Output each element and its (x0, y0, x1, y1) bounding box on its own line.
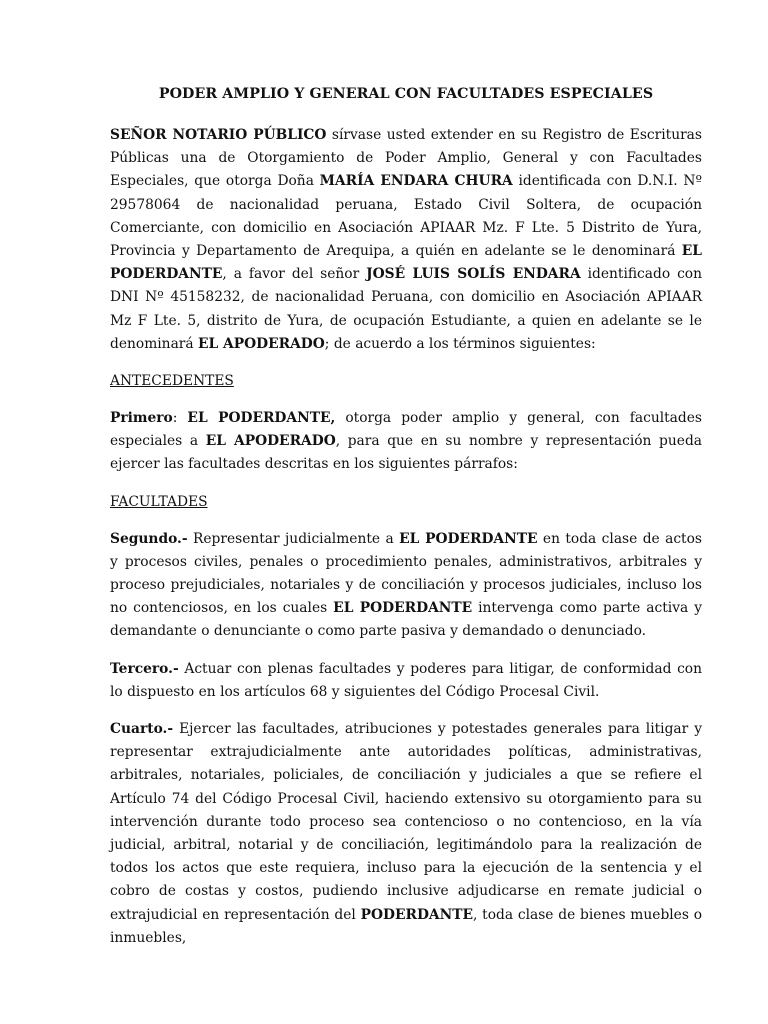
grantor-name: MARÍA ENDARA CHURA (319, 173, 513, 190)
clause-primero: Primero: EL PODERDANTE, otorga poder amplio y general, con facultades especiales a EL APODERADO, para que en su nombre y representación pueda ejercer las facultades descritas en los siguientes párrafos: (110, 410, 702, 473)
clause-label: Segundo.- (110, 530, 188, 547)
clause-cuarto: Cuarto.- Ejercer las facultades, atribuciones y potestades generales para litigar y representar extrajudicialmente ante autoridades políticas, administrativas, arbitrales, notariales, policiales, de conciliación y judiciales a que se refiere el Artículo 74 del Código Procesal Civil, haciendo extensivo su otorgamiento para su intervención durante todo proceso sea contencioso o no contencioso, en la vía judicial, arbitral, notarial y de conciliación, legitimándolo para la realización de todos los actos que este requiera, incluso para la ejecución de la sentencia y el cobro de costas y costos, pudiendo inclusive adjudicarse en remate judicial o extrajudicial en representación del PODERDANTE, toda clase de bienes muebles o inmuebles, (110, 721, 703, 946)
clause-label: Cuarto.- (110, 721, 174, 738)
intro-paragraph: SEÑOR NOTARIO PÚBLICO sírvase usted extender en su Registro de Escrituras Públicas una de Otorgamiento de Poder Amplio, General y con Facultades Especiales, que otorga Doña MARÍA ENDARA CHURA identificada con D.N.I. Nº 29578064 de nacionalidad peruana, Estado Civil Soltera, de ocupación Comerciante, con domicilio en Asociación APIAAR Mz. F Lte. 5 Distrito de Yura, Provincia y Departamento de Arequipa, a quién en adelante se le denominará EL PODERDANTE, a favor del señor JOSÉ LUIS SOLÍS ENDARA identificado con DNI Nº 45158232, de nacionalidad Peruana, con domicilio en Asociación APIAAR Mz F Lte. 5, distrito de Yura, de ocupación Estudiante, a quien en adelante se le denominará EL APODERADO; de acuerdo a los términos siguientes: (110, 127, 702, 352)
attorney-term: EL APODERADO (198, 335, 325, 352)
grantor-term: EL PODERDANTE (110, 243, 702, 283)
facultades-heading: FACULTADES (110, 493, 208, 510)
clause-segundo: Segundo.- Representar judicialmente a EL PODERDANTE en toda clase de actos y procesos civiles, penales o procedimiento penales, administrativos, arbitrales y proceso prejudiciales, notariales y de conciliación y procesos judiciales, incluso los no contenciosos, en los cuales EL PODERDANTE intervenga como parte activa y demandante o denunciante o como parte pasiva y demandado o denunciado. (110, 530, 702, 640)
clause-label: Tercero.- (110, 660, 179, 677)
clause-tercero: Tercero.- Actuar con plenas facultades y poderes para litigar, de conformidad con lo dispuesto en los artículos 68 y siguientes del Código Procesal Civil. (110, 660, 702, 700)
notary-salutation: SEÑOR NOTARIO PÚBLICO (110, 127, 327, 143)
attorney-name: JOSÉ LUIS SOLÍS ENDARA (366, 266, 581, 283)
clause-label: Primero (110, 410, 173, 427)
document-title: PODER AMPLIO Y GENERAL CON FACULTADES ESPECIALES (158, 86, 654, 102)
antecedentes-heading: ANTECEDENTES (110, 373, 234, 390)
